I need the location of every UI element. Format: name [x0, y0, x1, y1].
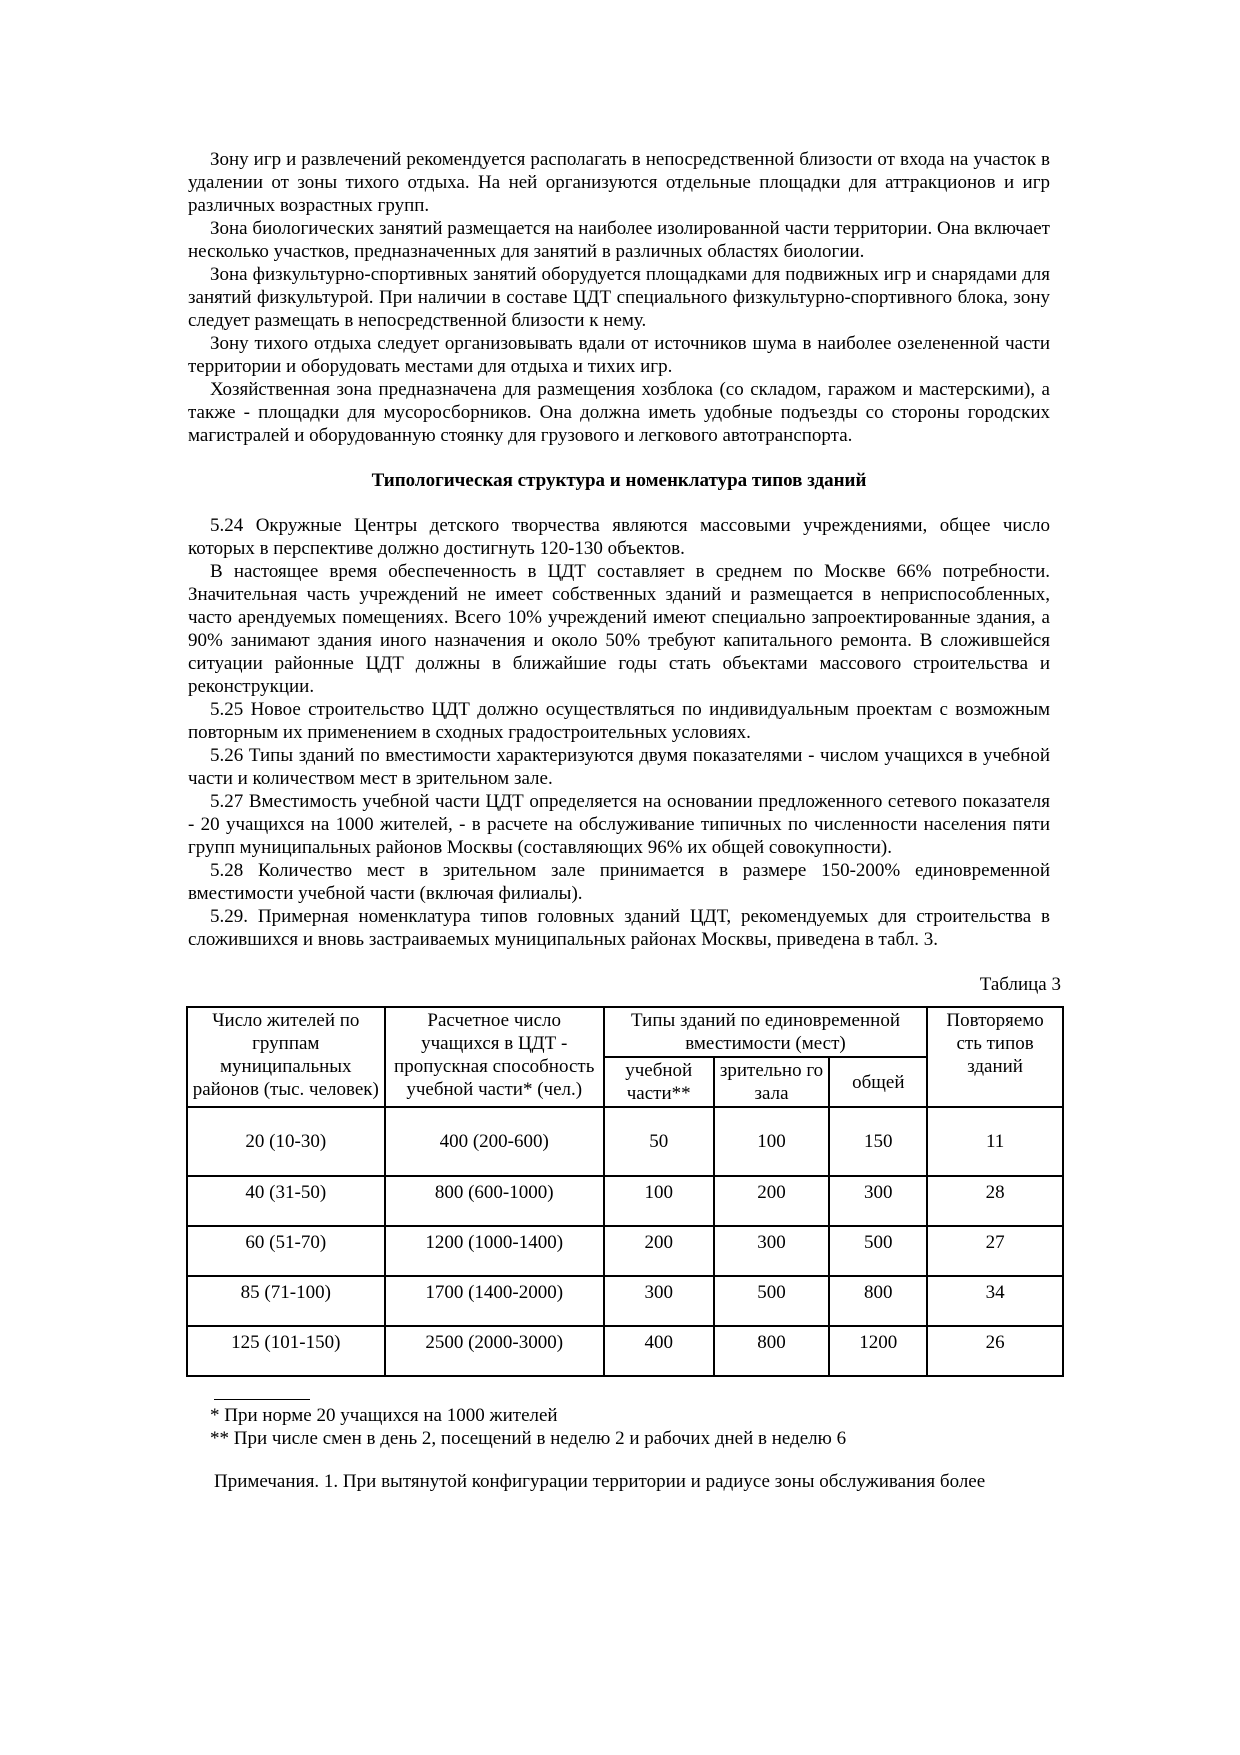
- header-building-types: Типы зданий по единовременной вместимости (мест): [604, 1007, 927, 1057]
- table-header-row: [187, 1007, 1063, 1057]
- cell-students: 1200 (1000-1400): [385, 1226, 604, 1276]
- cell-total: 500: [829, 1226, 927, 1276]
- cell-hall: 500: [714, 1276, 830, 1326]
- section-heading: Типологическая структура и номенклатура типов зданий: [371, 470, 867, 491]
- subheader-total: общей: [829, 1057, 927, 1107]
- cell-study: 100: [604, 1176, 714, 1226]
- cell-residents: 60 (51-70): [187, 1226, 385, 1276]
- cell-repeat: 28: [927, 1176, 1063, 1226]
- table-row: [187, 1107, 1063, 1176]
- table-caption: Таблица 3: [979, 974, 1061, 995]
- cell-total: 300: [829, 1176, 927, 1226]
- cell-students: 2500 (2000-3000): [385, 1326, 604, 1376]
- cell-hall: 800: [714, 1326, 830, 1376]
- cell-residents: 125 (101-150): [187, 1326, 385, 1376]
- cell-residents: 20 (10-30): [187, 1107, 385, 1176]
- paragraph: 5.28 Количество мест в зрительном зале принимается в размере 150-200% единовременной вместимости учебной части (включая филиалы).: [188, 860, 1050, 904]
- paragraph: 5.29. Примерная номенклатура типов головных зданий ЦДТ, рекомендуемых для строительства в сложившихся и вновь застраиваемых муниципальных районах Москвы, приведена в табл. 3.: [188, 906, 1050, 950]
- footnote: ** При числе смен в день 2, посещений в неделю 2 и рабочих дней в неделю 6: [210, 1428, 847, 1449]
- cell-residents: 85 (71-100): [187, 1276, 385, 1326]
- paragraph: Зону игр и развлечений рекомендуется располагать в непосредственной близости от входа на участок в удалении от зоны тихого отдыха. На ней организуются отдельные площадки для аттракционов и игр различных возрастных групп.: [188, 149, 1050, 216]
- cell-repeat: 34: [927, 1276, 1063, 1326]
- cell-repeat: 27: [927, 1226, 1063, 1276]
- table-row: [187, 1226, 1063, 1276]
- cell-study: 200: [604, 1226, 714, 1276]
- table-row: [187, 1176, 1063, 1226]
- cell-students: 1700 (1400-2000): [385, 1276, 604, 1326]
- paragraph: 5.24 Окружные Центры детского творчества являются массовыми учреждениями, общее число которых в перспективе должно достигнуть 120-130 объектов.: [188, 515, 1050, 559]
- cell-study: 50: [604, 1107, 714, 1176]
- cell-total: 1200: [829, 1326, 927, 1376]
- cell-hall: 300: [714, 1226, 830, 1276]
- paragraph: Зона биологических занятий размещается на наиболее изолированной части территории. Она включает несколько участков, предназначенных для занятий в различных областях биологии.: [188, 218, 1050, 262]
- paragraph: Зону тихого отдыха следует организовывать вдали от источников шума в наиболее озелененной части территории и оборудовать местами для отдыха и тихих игр.: [188, 333, 1050, 377]
- building-types-table: [186, 1006, 1064, 1377]
- cell-total: 800: [829, 1276, 927, 1326]
- header-residents: Число жителей по группам муниципальных районов (тыс. человек): [187, 1007, 385, 1107]
- paragraph: 5.26 Типы зданий по вместимости характеризуются двумя показателями - числом учащихся в учебной части и количеством мест в зрительном зале.: [188, 745, 1050, 789]
- typology-section: [188, 514, 1050, 951]
- header-students: Расчетное число учащихся в ЦДТ - пропускная способность учебной части* (чел.): [385, 1007, 604, 1107]
- table-row: [187, 1326, 1063, 1376]
- cell-study: 300: [604, 1276, 714, 1326]
- cell-study: 400: [604, 1326, 714, 1376]
- cell-repeat: 11: [927, 1107, 1063, 1176]
- table-row: [187, 1276, 1063, 1326]
- paragraph: В настоящее время обеспеченность в ЦДТ составляет в среднем по Москве 66% потребности. Значительная часть учреждений не имеет собственных зданий и размещается в неприспособленных, часто арендуемых помещениях. Всего 10% учреждений имеют специально запроектированные здания, а 90% занимают здания иного назначения и около 50% требуют капитального ремонта. В сложившейся ситуации районные ЦДТ должны в ближайшие годы стать объектами массового строительства и реконструкции.: [188, 561, 1050, 697]
- cell-repeat: 26: [927, 1326, 1063, 1376]
- intro-section: [188, 148, 1050, 447]
- subheader-hall: зрительно го зала: [714, 1057, 830, 1107]
- subheader-study: учебной части**: [604, 1057, 714, 1107]
- cell-students: 800 (600-1000): [385, 1176, 604, 1226]
- paragraph: Хозяйственная зона предназначена для размещения хозблока (со складом, гаражом и мастерскими), а также - площадки для мусоросборников. Она должна иметь удобные подъезды со стороны городских магистралей и оборудованную стоянку для грузового и легкового автотранспорта.: [188, 379, 1050, 446]
- cell-hall: 100: [714, 1107, 830, 1176]
- notes-line: Примечания. 1. При вытянутой конфигурации территории и радиусе зоны обслуживания более: [214, 1471, 986, 1492]
- paragraph: Зона физкультурно-спортивных занятий оборудуется площадками для подвижных игр и снарядами для занятий физкультурой. При наличии в составе ЦДТ специального физкультурно-спортивного блока, зону следует размещать в непосредственной близости к нему.: [188, 264, 1050, 331]
- cell-residents: 40 (31-50): [187, 1176, 385, 1226]
- cell-students: 400 (200-600): [385, 1107, 604, 1176]
- cell-hall: 200: [714, 1176, 830, 1226]
- cell-total: 150: [829, 1107, 927, 1176]
- header-repeat: Повторяемо сть типов зданий: [927, 1007, 1063, 1107]
- paragraph: 5.27 Вместимость учебной части ЦДТ определяется на основании предложенного сетевого показателя - 20 учащихся на 1000 жителей, - в расчете на обслуживание типичных по численности населения пяти групп муниципальных районов Москвы (составляющих 96% их общей совокупности).: [188, 791, 1050, 858]
- paragraph: 5.25 Новое строительство ЦДТ должно осуществляться по индивидуальным проектам с возможным повторным их применением в сходных градостроительных условиях.: [188, 699, 1050, 743]
- footnote: * При норме 20 учащихся на 1000 жителей: [210, 1405, 558, 1426]
- document-page: [188, 148, 1061, 1493]
